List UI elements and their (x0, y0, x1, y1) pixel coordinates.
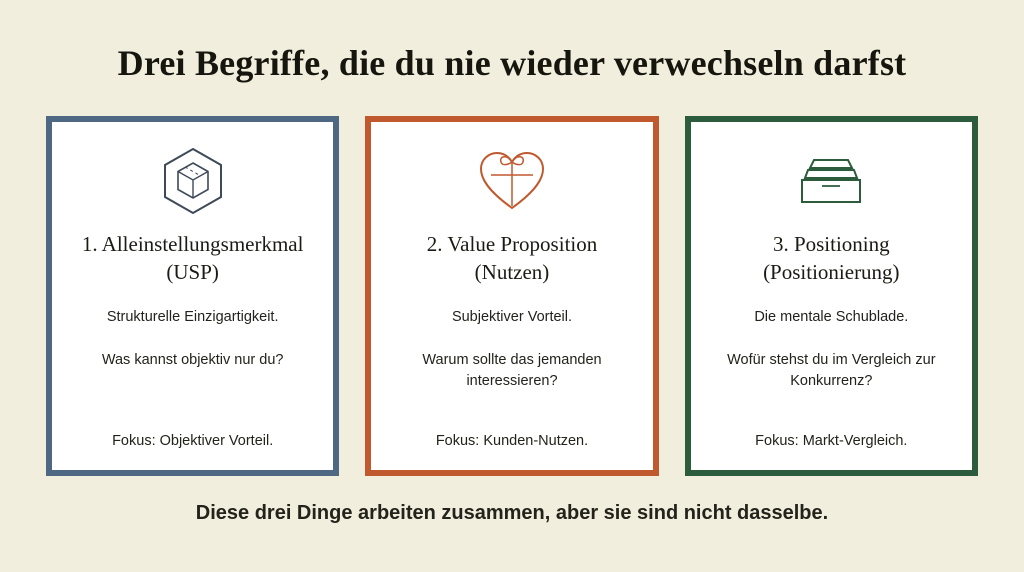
heart-gift-icon (477, 144, 547, 218)
card-line-2: Wofür stehst du im Vergleich zur Konkurrenz? (727, 351, 936, 389)
cube-in-hexagon-icon (161, 144, 225, 218)
footer-caption: Diese drei Dinge arbeiten zusammen, aber sie sind nicht dasselbe. (195, 502, 829, 524)
card-focus: Fokus: Markt-Vergleich. (755, 432, 908, 449)
card-line-1: Die mentale Schublade. (754, 308, 909, 325)
page-title: Drei Begriffe, die du nie wieder verwechseln darfst (117, 43, 907, 83)
card-title: 1. Alleinstellungsmerkmal (USP) (81, 232, 304, 285)
concept-card-group (0, 84, 1024, 476)
card-focus: Fokus: Objektiver Vorteil. (112, 432, 274, 449)
card-line-1: Subjektiver Vorteil. (451, 308, 573, 325)
card-title: 2. Value Proposition (Nutzen) (426, 232, 598, 285)
concept-card-value-proposition (365, 116, 658, 476)
card-line-2: Warum sollte das jemanden interessieren? (422, 351, 602, 389)
concept-card-usp (46, 116, 339, 476)
card-title: 3. Positioning (Positionierung) (763, 232, 900, 285)
card-focus: Fokus: Kunden-Nutzen. (435, 432, 589, 449)
card-line-2: Was kannst objektiv nur du? (101, 351, 284, 368)
concept-card-positioning (685, 116, 978, 476)
file-drawer-icon (794, 144, 868, 218)
card-line-1: Strukturelle Einzigartigkeit. (106, 308, 279, 325)
